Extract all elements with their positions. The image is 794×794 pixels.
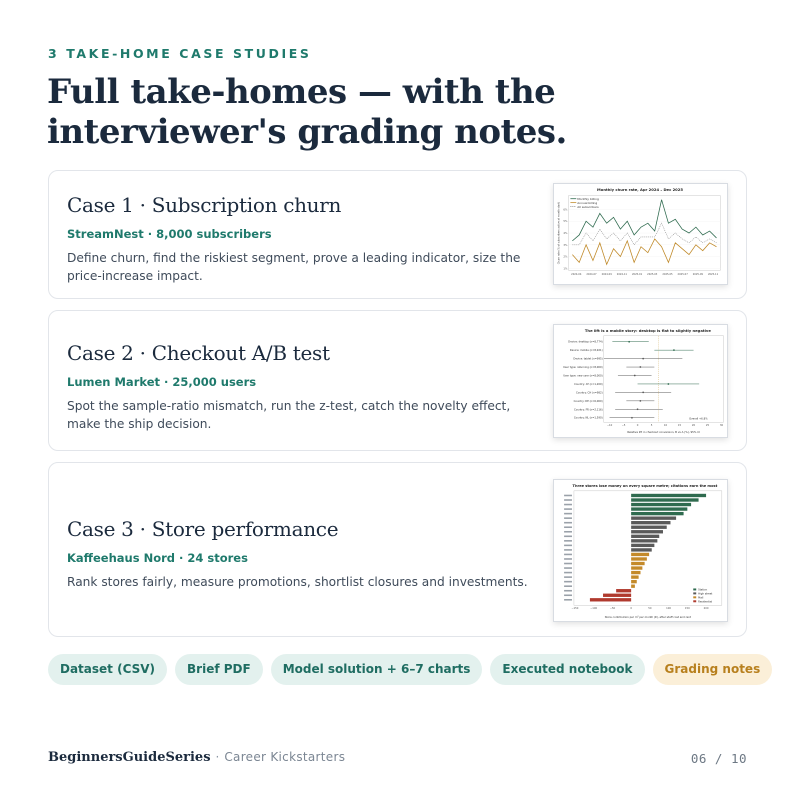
churn-line-chart bbox=[554, 184, 727, 284]
point-estimate bbox=[634, 375, 636, 377]
x-tick-label: 2024-09 bbox=[601, 273, 612, 277]
case-subtitle: StreamNest · 8,000 subscribers bbox=[67, 227, 272, 241]
store-label-redacted bbox=[564, 554, 572, 556]
legend-label: Residential bbox=[698, 600, 713, 604]
x-tick-label: 50 bbox=[648, 607, 652, 611]
pill-grading-notes[interactable]: Grading notes bbox=[653, 654, 773, 685]
point-estimate bbox=[673, 349, 675, 351]
case-card-store-performance[interactable] bbox=[48, 462, 747, 637]
y-tick-label: 6% bbox=[563, 208, 568, 212]
store-label-redacted bbox=[564, 585, 572, 587]
store-label-redacted bbox=[564, 545, 572, 547]
case-text bbox=[67, 193, 537, 285]
store-bar bbox=[631, 580, 637, 583]
store-bar bbox=[631, 548, 652, 551]
ab-test-chart-thumbnail bbox=[553, 324, 728, 438]
store-bar bbox=[603, 594, 631, 597]
case-description: Spot the sample-ratio mismatch, run the z-test, catch the novelty effect, make the ship decision. bbox=[67, 399, 511, 431]
churn-chart-thumbnail bbox=[553, 183, 728, 285]
footer-separator: · bbox=[215, 750, 220, 764]
store-bar bbox=[631, 512, 683, 515]
store-label-redacted bbox=[564, 599, 572, 601]
store-label-redacted bbox=[564, 517, 572, 519]
store-chart-thumbnail bbox=[553, 479, 728, 622]
x-axis-label: Store contribution per m² per month (€), after staff cost and rent bbox=[604, 616, 691, 620]
case-title: Case 1 · Subscription churn bbox=[67, 193, 342, 217]
point-estimate bbox=[631, 417, 633, 419]
store-label-redacted bbox=[564, 576, 572, 578]
x-tick-label: 2025-11 bbox=[707, 273, 719, 277]
store-label-redacted bbox=[564, 526, 572, 528]
brand-name: BeginnersGuideSeries bbox=[48, 750, 211, 765]
legend bbox=[570, 197, 599, 209]
case-description: Define churn, find the riskiest segment, prove a leading indicator, size the price-increase impact. bbox=[67, 251, 521, 283]
point-estimate bbox=[642, 392, 644, 394]
legend-swatch bbox=[693, 592, 696, 594]
x-axis-label: Relative lift in checkout conversion, B vs A (%), 95% CI bbox=[627, 431, 700, 435]
store-label-redacted bbox=[564, 508, 572, 510]
store-label-redacted bbox=[564, 499, 572, 501]
row-label: Country: NL (n=1,590) bbox=[573, 416, 603, 420]
store-label-redacted bbox=[564, 531, 572, 533]
store-bar bbox=[631, 530, 663, 533]
store-bar bbox=[631, 516, 676, 519]
series-annual bbox=[572, 239, 716, 264]
series-tagline: Career Kickstarters bbox=[224, 750, 346, 764]
store-label-redacted bbox=[564, 563, 572, 565]
store-label-redacted bbox=[564, 567, 572, 569]
page-title: Full take-homes — with the interviewer's grading notes. bbox=[47, 72, 567, 152]
store-bar bbox=[631, 553, 649, 556]
x-tick-label: 100 bbox=[666, 607, 672, 611]
store-bar bbox=[631, 507, 687, 510]
store-bar bbox=[631, 498, 698, 501]
store-bar bbox=[631, 521, 670, 524]
row-label: Device: mobile (n=8,921) bbox=[569, 349, 603, 353]
row-label: User type: new user (n=8,000) bbox=[563, 374, 603, 378]
store-bar bbox=[631, 562, 644, 565]
store-label-redacted bbox=[564, 495, 572, 497]
x-tick-label: 2025-07 bbox=[677, 273, 688, 277]
pill-brief[interactable]: Brief PDF bbox=[175, 654, 263, 685]
store-bar bbox=[631, 585, 635, 588]
x-tick-label: 0 bbox=[630, 607, 632, 611]
pill-model-solution[interactable]: Model solution + 6–7 charts bbox=[271, 654, 483, 685]
y-tick-label: 5% bbox=[563, 220, 568, 224]
legend-swatch bbox=[693, 596, 696, 598]
x-axis-ticks bbox=[571, 606, 708, 610]
store-bar bbox=[631, 503, 691, 506]
x-tick-label: 2024-07 bbox=[586, 273, 597, 277]
store-bar bbox=[631, 535, 659, 538]
chart-title: Three stores lose money on every square metre; citations earn the most bbox=[572, 483, 718, 488]
row-label: Country: CH (n=982) bbox=[575, 391, 603, 395]
point-estimate bbox=[667, 383, 669, 385]
store-bar bbox=[631, 566, 642, 569]
store-label-redacted bbox=[564, 572, 572, 574]
legend-swatch bbox=[693, 588, 696, 590]
series-all bbox=[572, 223, 716, 245]
store-bar bbox=[590, 598, 631, 601]
x-tick-label: 2025-05 bbox=[662, 273, 673, 277]
case-description: Rank stores fairly, measure promotions, shortlist closures and investments. bbox=[67, 575, 528, 589]
x-tick-label: −10 bbox=[606, 424, 613, 428]
forest-plot bbox=[554, 325, 727, 437]
case-card-churn[interactable] bbox=[48, 170, 747, 299]
store-label-redacted bbox=[564, 581, 572, 583]
x-tick-label: 20 bbox=[691, 424, 696, 428]
x-tick-label: 5 bbox=[650, 424, 653, 428]
forest-rows bbox=[563, 340, 699, 420]
legend-swatch bbox=[693, 600, 696, 602]
chart-title: The lift is a mobile story: desktop is flat to slightly negative bbox=[584, 328, 711, 333]
store-label-redacted bbox=[564, 549, 572, 551]
y-axis-label: Churn rate (% of subscribers active at month start) bbox=[557, 201, 561, 265]
x-tick-label: 150 bbox=[684, 607, 690, 611]
x-tick-label: 2024-11 bbox=[616, 273, 627, 277]
legend-label: Station bbox=[698, 588, 708, 592]
x-tick-label: 10 bbox=[663, 424, 668, 428]
row-label: Country: FR (n=2,116) bbox=[574, 408, 603, 412]
x-tick-label: 2025-01 bbox=[631, 273, 643, 277]
store-bar bbox=[631, 544, 654, 547]
legend-label: High street bbox=[698, 592, 713, 596]
case-text bbox=[67, 517, 537, 591]
legend-label: Monthly billing bbox=[577, 196, 599, 201]
store-bar-chart bbox=[554, 480, 727, 621]
deliverables-list bbox=[48, 654, 772, 685]
x-tick-label: 15 bbox=[677, 424, 682, 428]
row-label: User type: returning (n=8,000) bbox=[563, 366, 603, 370]
case-subtitle: Lumen Market · 25,000 users bbox=[67, 375, 257, 389]
chart-title: Monthly churn rate, Apr 2024 – Dec 2025 bbox=[597, 187, 683, 192]
store-label-redacted bbox=[564, 504, 572, 506]
row-label: Country: AT (n=1,200) bbox=[574, 382, 603, 386]
store-label-redacted bbox=[564, 594, 572, 596]
case-card-ab-test[interactable] bbox=[48, 310, 747, 451]
point-estimate bbox=[639, 400, 641, 402]
x-tick-label: 2025-03 bbox=[647, 273, 658, 277]
point-estimate bbox=[642, 358, 644, 360]
footer bbox=[48, 750, 345, 765]
x-tick-label: −100 bbox=[590, 607, 598, 611]
store-label-redacted bbox=[564, 558, 572, 560]
store-bar bbox=[631, 494, 706, 497]
x-tick-label: −50 bbox=[609, 607, 616, 611]
row-label: Device: tablet (n=995) bbox=[573, 357, 603, 361]
store-label-redacted bbox=[564, 513, 572, 515]
store-bar bbox=[631, 571, 640, 574]
x-tick-label: −5 bbox=[621, 424, 626, 428]
case-title: Case 3 · Store performance bbox=[67, 517, 339, 541]
legend-label: Mall bbox=[698, 596, 704, 600]
store-label-redacted bbox=[564, 536, 572, 538]
store-bar bbox=[631, 526, 667, 529]
store-label-redacted bbox=[564, 590, 572, 592]
x-tick-label: 0 bbox=[636, 424, 639, 428]
x-tick-label: 30 bbox=[719, 424, 724, 428]
y-tick-label: 3% bbox=[563, 243, 568, 247]
x-tick-label: 200 bbox=[703, 607, 709, 611]
row-label: Country: DE (n=6,000) bbox=[573, 399, 603, 403]
overall-label: Overall +6.8% bbox=[689, 417, 708, 421]
point-estimate bbox=[639, 366, 641, 368]
store-bar bbox=[631, 575, 638, 578]
legend bbox=[693, 587, 712, 603]
point-estimate bbox=[628, 341, 630, 343]
x-axis-ticks bbox=[607, 423, 724, 427]
x-tick-label: 2025-09 bbox=[692, 273, 703, 277]
pill-dataset[interactable]: Dataset (CSV) bbox=[48, 654, 167, 685]
point-estimate bbox=[637, 408, 639, 410]
store-bar bbox=[631, 557, 647, 560]
legend-label: Annual billing bbox=[577, 200, 598, 205]
store-bar bbox=[631, 539, 657, 542]
case-text bbox=[67, 341, 537, 433]
case-subtitle: Kaffeehaus Nord · 24 stores bbox=[67, 551, 248, 565]
page-counter: 06 / 10 bbox=[690, 751, 747, 766]
eyebrow-label: 3 TAKE-HOME CASE STUDIES bbox=[48, 46, 312, 61]
store-label-redacted bbox=[564, 540, 572, 542]
y-tick-label: 2% bbox=[563, 255, 568, 259]
x-tick-label: −150 bbox=[571, 607, 579, 611]
legend-label: All subscribers bbox=[577, 204, 599, 209]
case-title: Case 2 · Checkout A/B test bbox=[67, 341, 330, 365]
store-label-redacted bbox=[564, 522, 572, 524]
pill-notebook[interactable]: Executed notebook bbox=[490, 654, 644, 685]
row-label: Device: desktop (n=8,774) bbox=[568, 340, 603, 344]
y-tick-label: 4% bbox=[563, 232, 568, 235]
y-tick-label: 1% bbox=[563, 267, 568, 271]
x-tick-label: 2024-04 bbox=[571, 273, 582, 277]
store-bar bbox=[616, 589, 631, 592]
store-bars bbox=[564, 494, 706, 602]
x-tick-label: 25 bbox=[705, 424, 710, 428]
